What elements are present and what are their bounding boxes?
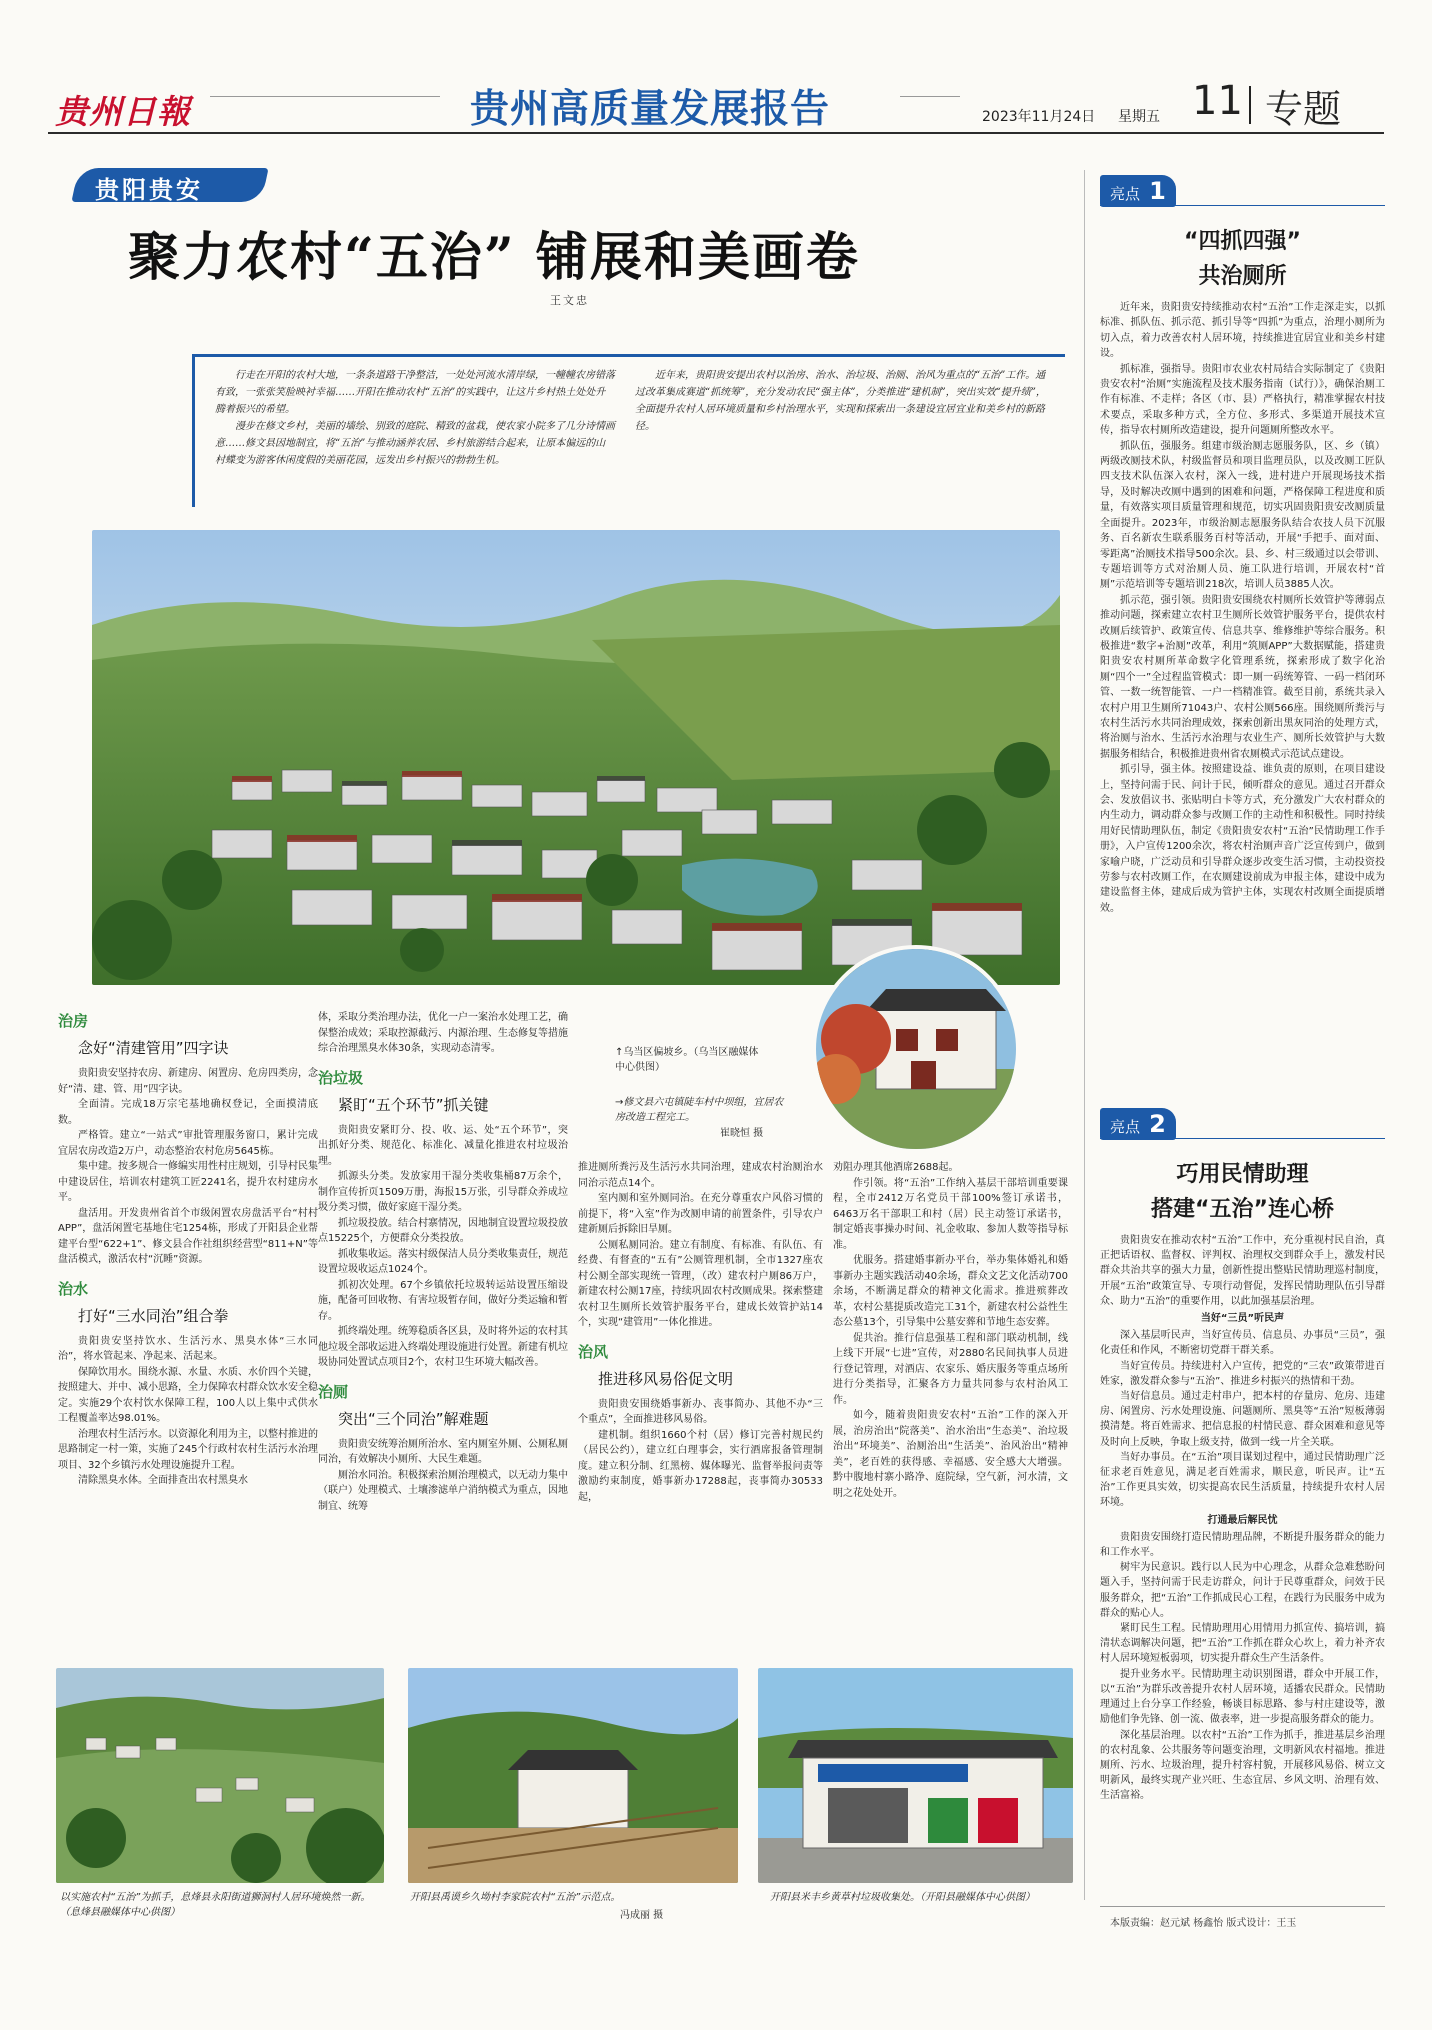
highlight-2-paragraph: 深化基层治理。以农村“五治”工作为抓手，推进基层乡治理的农村乱象、公共服务等问题变治理，文明新风农村福地。推进厕所、污水、垃圾治理，提升村容村貌，开展移风易俗、树立文明新风，最终实现产业兴旺、生态宜居、乡风文明、治理有效、生活富裕。 [1100, 1729, 1385, 1802]
bottom-photo-demonstration-site [408, 1668, 738, 1883]
section-tag-laji: 治垃圾 [318, 1068, 364, 1087]
feng-paragraph: 贵阳贵安围绕婚事新办、丧事简办、其他不办“三个重点”，全面推进移风易俗。 [578, 1398, 823, 1425]
headline: 聚力农村“五治” 铺展和美画卷 [128, 227, 860, 288]
col4-paragraph: 如今，随着贵阳贵安农村“五治”工作的深入开展，治房治出“院落美”、治水治出“生态美”、治垃圾治出“环境美”、治厕治出“生活美”、治风治出“精神美”，老百姓的获得感、幸福感、安全感大大增强。黔中腹地村寨小路净、庭院绿，空气新，河水清，文明之花处处开。 [833, 1410, 1068, 1499]
village-panorama-photo [92, 530, 1060, 985]
highlight-2-paragraph: 贵阳贵安在推动农村“五治”工作中，充分重视村民自治，真正把话语权、监督权、评判权、治理权交到群众手上，激发村民群众共治共享的强大力量，创新性提出整贴民情助理巡村制度，开展“五治”政策宣导、专项行动督促，发挥民情助理队伍引导群众、助力“五治”的重要作用，以此加强基层治理。 [1100, 1235, 1385, 1307]
issue-date: 2023年11月24日 [982, 109, 1096, 125]
highlight-1-paragraph: 抓标准，强指导。贵阳市农业农村局结合实际制定了《贵阳贵安农村“治厕”实施流程及技术服务指南（试行）》，确保治厕工作有标准、不走样；各区（市、县）严格执行，精准掌握农村技术要点，采取多种方式，全方位、多形式、多渠道开展技术宣传，指导农村厕所改造建设，提升问题厕所整改水平。 [1100, 363, 1385, 437]
column-1 [58, 1010, 318, 1489]
zhifang-paragraph: 集中建。按多规合一修编实用性村庄规划，引导村民集中建设居住，培训农村建筑工匠2241名，提升农村建房水平。 [58, 1161, 318, 1203]
byline: 王文忠 [550, 294, 589, 307]
highlight-2-paragraph: 树牢为民意识。践行以人民为中心理念，从群众急难愁盼问题入手，坚持问需于民走访群众，问计于民尊重群众，问效于民服务群众，把“五治”工作抓成民心工程，在践行为民服务中成为群众的贴心人。 [1100, 1562, 1385, 1619]
laji-paragraph: 贵阳贵安紧盯分、投、收、运、处“五个环节”，突出抓好分类、规范化、标准化、减量化推进农村垃圾治理。 [318, 1124, 568, 1167]
zhishui-paragraph: 清除黑臭水体。全面排查出农村黑臭水 [78, 1475, 248, 1486]
issue-weekday: 星期五 [1118, 109, 1160, 125]
demonstration-site-illustration [408, 1668, 738, 1883]
footer-rule [1100, 1906, 1385, 1907]
zhifang-paragraph: 全面清。完成18万宗宅基地确权登记，全面摸清底数。 [58, 1099, 318, 1126]
highlight-badge-number: 2 [1149, 1110, 1166, 1138]
lead-box [192, 354, 1065, 507]
highlight-2-badge [1100, 1108, 1176, 1140]
highlight-1-paragraph: 抓示范，强引领。贵阳贵安围绕农村厕所长效管护等薄弱点推动问题，探索建立农村卫生厕所长效管护服务平台，提供农村改厕后续管护、政策宣传、信息共享、维修维护等综合服务。积极推进“数字+治厕”改革，利用“筑厕APP”大数据赋能，搭建贵阳贵安农村厕所革命数字化管理系统，探索形成了数字化治厕“四个一”全过程监管模式：即一厕一码统筹管、一码一档闭环管、一数一统智能管、一户一档精准管。截至目前，系统共录入农村户用卫生厕所71043户、农村公厕566座。围绕厕所粪污与农村生活污水共同治理成效，探索创新出黑灰同治的处理方式，将治厕与治水、生活污水治理与农业生产、厕所长效管护与大数据服务相结合，积极推进贵州省农厕模式示范试点建设。 [1100, 594, 1385, 760]
caption-xiuwen-author: 崔晓恒 摄 [720, 1128, 764, 1139]
laji-paragraph: 抓垃圾投放。结合村寨情况，因地制宜设置垃圾投放点15225个，方便群众分类投放。 [318, 1217, 568, 1244]
col3-paragraph: 公厕私厕同治。建立有制度、有标准、有队伍、有经费、有督查的“五有”公厕管理机制，全市1327座农村公厕全部实现统一管理，（改）建农村户厕86万户，新建农村公厕17座，持续巩固农村改厕成果。探索整建农村卫生厕所长效管护服务平台，建成长效管护站14个，实现“建管用”一体化推进。 [578, 1239, 823, 1328]
zhifang-paragraph: 贵阳贵安坚持农房、新建房、闲置房、危房四类房，念好“清、建、管、用”四字诀。 [58, 1068, 318, 1095]
village-panorama-illustration [92, 530, 1060, 985]
highlight-2-paragraph: 紧盯民生工程。民情助理用心用情用力抓宣传、搞培训，搞清状态调解决问题，把“五治”工作抓在群众心坎上，着力补齐农村人居环境短板弱项，切实提升群众生产生活条件。 [1100, 1623, 1385, 1665]
column-2 [318, 1010, 568, 1514]
highlight-2-paragraph: 贵阳贵安围绕打造民情助理品牌，不断提升服务群众的能力和工作水平。 [1100, 1531, 1385, 1559]
page-number: 11 [1192, 78, 1243, 124]
highlight-1-title-line2: 共治厕所 [1198, 264, 1287, 289]
village-aerial-illustration [56, 1668, 384, 1883]
bottom-photo-village-aerial [56, 1668, 384, 1883]
highlight-2-subhead: 当好“三员”听民声 [1200, 1313, 1285, 1325]
laji-paragraph: 抓收集收运。落实村级保洁人员分类收集责任，规范设置垃圾收运点1024个。 [318, 1248, 568, 1275]
caption-bottom-2: 开阳县禹谟乡久坳村李家院农村“五治”示范点。 [410, 1892, 621, 1903]
section-title-zhishui: 打好“三水同治”组合拳 [78, 1306, 229, 1325]
highlight-1-paragraph: 近年来，贵阳贵安持续推动农村“五治”工作走深走实，以抓标准、抓队伍、抓示范、抓引导等“四抓”为重点，治理小厕所为切入点，着力改善农村人居环境，持续推进宜居宜业和美乡村建设。 [1100, 302, 1385, 360]
zhifang-paragraph: 严格管。建立“一站式”审批管理服务窗口，累计完成宜居农房改造2万户，动态整治农村危房5645栋。 [58, 1130, 318, 1157]
newspaper-logo: 贵州日報 [55, 92, 191, 131]
shuiti-continued: 体，采取分类治理办法，优化一户一案治水处理工艺，确保整治成效；采取控源截污、内源治理、生态修复等措施综合治理黑臭水体30条，实现动态清零。 [318, 1012, 568, 1054]
editor-credits: 本版责编：赵元斌 杨鑫怡 版式设计：王玉 [1110, 1918, 1297, 1929]
laji-paragraph: 抓源头分类。发放家用干湿分类收集桶87万余个，制作宣传折页1509万册，海报15万张，引导群众养成垃圾分类习惯，做好家庭干湿分类。 [318, 1171, 568, 1213]
col4-paragraph: 促共治。推行信息强基工程和部门联动机制，线上线下开展“七进”宣传，对2880名民间执事人员进行登记管理，对酒店、农家乐、婚庆服务等重点场所进行分类指导，汇聚各方力量共同参与农村治风工作。 [833, 1332, 1068, 1406]
section-title-zhifang: 念好“清建管用”四字诀 [78, 1039, 229, 1057]
lead-paragraph-2: 漫步在修文乡村，美丽的墙绘、别致的庭院、精致的盆栽，使农家小院多了几分诗情画意……修文县因地制宜，将“五治”与推动涵养农居、乡村旅游结合起来，让原本偏远的山村蝶变为游客休闲度假的美丽花园，远发出乡村振兴的勃勃生机。 [215, 421, 615, 466]
kicker: 贵阳贵安 [95, 176, 203, 204]
house-illustration [816, 949, 1016, 1149]
highlight-1-title-line1: “四抓四强” [1184, 229, 1301, 254]
bottom-photo-garbage-station [758, 1668, 1073, 1883]
highlight-2-title-line2: 搭建“五治”连心桥 [1151, 1197, 1334, 1222]
caption-xiuwen: →修文县六屯镇陡车村中坝组，宜居农房改造工程完工。 [615, 1097, 784, 1123]
section-title-laji: 紧盯“五个环节”抓关键 [338, 1095, 489, 1114]
section-title-feng: 推进移风易俗促文明 [598, 1369, 734, 1388]
section-tag-zhifang: 治房 [58, 1012, 89, 1030]
section-title-ce: 突出“三个同治”解难题 [338, 1409, 489, 1428]
col4-paragraph: 优服务。搭建婚事新办平台，举办集体婚礼和婚事新办主题实践活动40余场，群众文艺文化活动700余场，不断满足群众的精神文化需求。推进殡葬改革，农村公墓提质改造完工31个，新建农村公益性生态公墓13个，引导集中公墓安葬和节地生态安葬。 [833, 1255, 1068, 1328]
highlight-2-paragraph: 深入基层听民声，当好宣传员、信息员、办事员“三员”，强化责任和作风，不断密切党群干群关系。 [1100, 1330, 1385, 1357]
garbage-station-illustration [758, 1668, 1073, 1883]
highlight-2-box [1100, 1108, 1385, 1804]
highlight-1-paragraph: 抓引导，强主体。按照建设益、谁负责的原则，在项目建设上，坚持问需于民、问计于民，倾听群众的意见。通过召开群众会、发放倡议书、张贴明白卡等方式，充分激发广大农村群众的内生动力，调动群众参与改厕工作的主动性和积极性。同时持续用好民情助理队伍，制定《贵阳贵安农村“五治”民情助理工作手册》，入户宣传1200余次，将农村治厕声音广泛宣传到户，做到家喻户晓，广泛动员和引导群众逐步改变生活习惯，主动投资投劳参与农村改厕工作，在农厕建设前成为申报主体，建设中成为建设监督主体，建成后成为管护主体，实现农村改厕全面提质增效。 [1100, 764, 1385, 914]
right-column-divider [1084, 170, 1085, 1900]
highlight-2-subhead: 打通最后解民忧 [1207, 1514, 1278, 1526]
zhishui-paragraph: 贵阳贵安坚持饮水、生活污水、黑臭水体“三水同治”，将水管起来、净起来、活起来。 [58, 1335, 318, 1362]
highlight-1-paragraph: 抓队伍，强服务。组建市级治厕志愿服务队，区、乡（镇）两级改厕技术队，村级监督员和项目监理员队，以及改厕工匠队四支技术队伍深入农村，深入一线，进村进户开展现场技术指导，及时解决改厕中遇到的困难和问题，严格保障工程进度和质量，有效落实项目质量管理和规范，切实巩固贵阳贵安改厕质量全面提升。2023年，市级治厕志愿服务队结合农技人员下沉服务、百名新农生联系服务百村等活动，开展“手把手、面对面、零距离”治厕技术指导500余次。县、乡、村三级通过以会带训、专题培训等方式对治厕人员、施工队进行培训，开展农村“首厕”示范培训等专题培训218次，培训人员3885人次。 [1100, 440, 1385, 591]
masthead-rule [48, 132, 1384, 134]
zhishui-paragraph: 治理农村生活污水。以资源化利用为主，以整村推进的思路制定一村一策，实施了245个行政村农村生活污水治理项目、32个乡镇污水处理设施提升工程。 [58, 1428, 318, 1471]
inset-photo-house [812, 945, 1020, 1153]
page-divider [1249, 86, 1251, 124]
feng-paragraph: 建机制。组织1660个村（居）修订完善村规民约（居民公约），建立红白理事会，实行酒席报备管理制度。建立积分制、红黑榜、媒体曝光、监督举报问责等激励约束制度，婚事新办17288起，丧事简办30533起， [578, 1429, 823, 1503]
caption-bottom-2-author: 冯成丽 摄 [620, 1910, 664, 1921]
ce-paragraph: 贵阳贵安统筹治厕所治水、室内厕室外厕、公厕私厕同治，有效解决小厕所、大民生难题。 [318, 1438, 568, 1465]
highlight-2-paragraph: 当好办事员。在“五治”项目谋划过程中，通过民情助理广泛征求老百姓意见，满足老百姓需求，顺民意，听民声。让“五治”工作更具实效，切实提高农民生活质量，持续提升农村人居环境。 [1100, 1451, 1385, 1509]
highlight-badge-label: 亮点 [1110, 185, 1141, 203]
highlight-2-paragraph: 当好信息员。通过走村串户，把本村的存量房、危房、违建房、闲置房、污水处理设施、问题厕所、黑臭等“五治”短板薄弱摸清楚。将百姓需求、把信息报的村情民意、群众困难和意见等及时向上反映，争取上级支持，做到一线一片全关联。 [1100, 1391, 1385, 1448]
highlight-2-paragraph: 当好宣传员。持续进村入户宣传，把党的“三农”政策带进百姓家，激发群众参与“五治”、推进乡村振兴的热情和干劲。 [1100, 1360, 1385, 1387]
highlight-badge-label: 亮点 [1110, 1118, 1141, 1136]
column-4 [833, 1160, 1068, 1501]
col4-paragraph: 作引领。将“五治”工作纳入基层干部培训重要课程，全市2412万名党员干部100%签订承诺书，6463万名干部职工和村（居）民主动签订承诺书，制定婚丧事操办时间、礼金收取、参加人数等指导标准。 [833, 1177, 1068, 1251]
highlight-1-box [1100, 175, 1385, 916]
masthead [0, 0, 1432, 135]
ce-paragraph: 厕治水同治。积极探索治厕治理模式，以无动力集中（联户）处理模式、土壤渗滤单户消纳模式为重点，因地制宜、统筹 [318, 1469, 568, 1512]
lead-paragraph-1: 行走在开阳的农村大地，一条条道路干净整洁，一处处河流水清岸绿，一幢幢农房错落有致，一张张笑脸映衬幸福……开阳在推动农村“五治”的实践中，让这片乡村热土处处升腾着振兴的希望。 [215, 370, 615, 415]
section-tag-ce: 治厕 [318, 1382, 349, 1401]
section-title: 贵州高质量发展报告 [470, 87, 831, 132]
caption-bottom-3: 开阳县米丰乡黄草村垃圾收集处。（开阳县融媒体中心供图） [770, 1892, 1035, 1903]
highlight-badge-number: 1 [1149, 177, 1166, 205]
section-tag-feng: 治风 [578, 1342, 609, 1361]
col3-paragraph: 推进厕所粪污及生活污水共同治理，建成农村治厕治水同治示范点14个。 [578, 1162, 823, 1189]
highlight-2-title-line1: 巧用民情助理 [1176, 1162, 1309, 1187]
zhishui-paragraph: 保障饮用水。围绕水源、水量、水质、水价四个关键，按照建大、并中、减小思路，全力保障农村群众饮水安全稳定。实施29个农村饮水保障工程，100人以上集中式供水工程覆盖率达98.01%。 [58, 1366, 318, 1424]
page-label: 专题 [1265, 87, 1342, 131]
lead-paragraph-3: 近年来，贵阳贵安提出农村以治房、治水、治垃圾、治厕、治风为重点的“五治”工作。通过改革集成赛道“抓统筹”，充分发动农民“强主体”，分类推进“建机制”，突出实效“提升绩”，全面提升农村人居环境质量和乡村治理水平，实现和探索出一条建设宜居宜业和美乡村的新路径。 [635, 370, 1046, 432]
laji-paragraph: 抓终端处理。统筹稳质各区县，及时将外运的农村其他垃圾全部收运进入终端处理设施进行处置。新建有机垃圾协同处置试点项目2个，农村卫生环境大幅改善。 [318, 1326, 568, 1368]
header-rule-left [210, 96, 440, 97]
section-tag-zhishui: 治水 [58, 1279, 89, 1298]
col3-paragraph: 室内厕和室外厕同治。在充分尊重农户风俗习惯的前提下，将“入室”作为改厕申请的前置条件，引导农户建新厕后拆除旧旱厕。 [578, 1193, 823, 1235]
column-3 [578, 1160, 823, 1505]
caption-bottom-1: 以实施农村“五治”为抓手，息烽县永阳街道狮洞村人居环境焕然一新。（息烽县融媒体中心供图） [60, 1892, 371, 1918]
caption-wudang: ↑乌当区偏坡乡。（乌当区融媒体中心供图） [615, 1047, 759, 1073]
header-rule-right [900, 96, 960, 97]
col4-paragraph: 劝阻办理其他酒席2688起。 [833, 1162, 959, 1173]
highlight-1-badge [1100, 175, 1176, 207]
zhifang-paragraph: 盘活用。开发贵州省首个市级闲置农房盘活平台“村村APP”，盘活闲置宅基地住宅1254栋，形成了开阳县企业帮建平台型“622+1”、修文县合作社组织经营型“811+N”等盘活模式，激活农村“沉睡”资源。 [58, 1207, 318, 1265]
laji-paragraph: 抓初次处理。67个乡镇依托垃圾转运站设置压缩设施，配备可回收物、有害垃圾暂存间，做好分类运输和暂存。 [318, 1279, 568, 1322]
highlight-2-paragraph: 提升业务水平。民情助理主动识别图谱，群众中开展工作，以“五治”为群乐改善提升农村人居环境，适播农民群众。民情助理通过上台分享工作经验，畅谈目标思路、参与村庄建设等，激励他们争先锋、创一流、做表率，进一步提高服务群众的能力。 [1100, 1668, 1385, 1726]
